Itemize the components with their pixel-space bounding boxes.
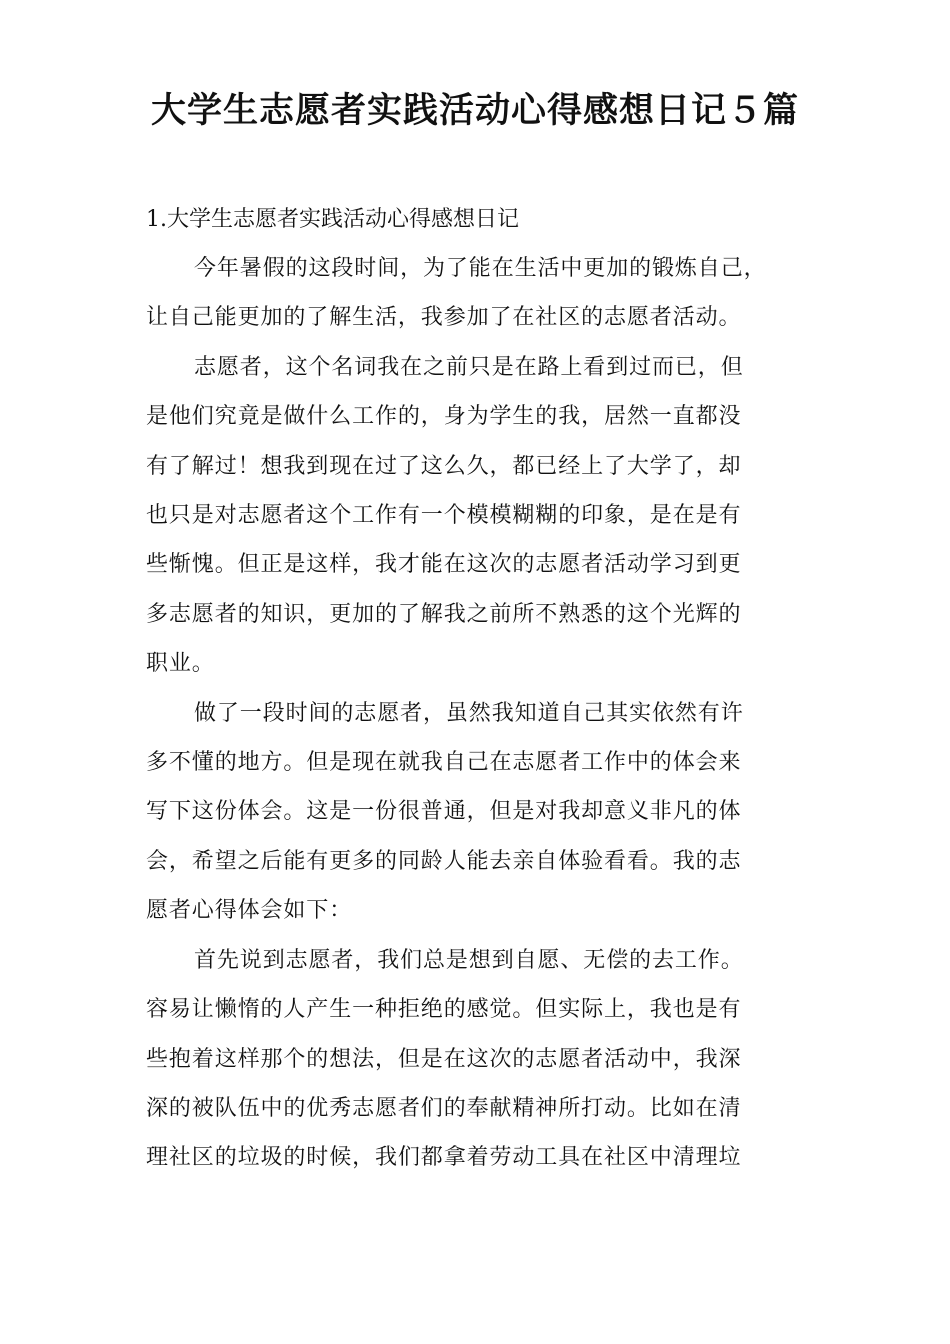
section-heading: 1.大学生志愿者实践活动心得感想日记 — [146, 207, 519, 232]
text-line: 多不懂的地方。但是现在就我自己在志愿者工作中的体会来 — [146, 750, 742, 776]
paragraph-4 — [146, 936, 812, 1183]
text-line: 让自己能更加的了解生活，我参加了在社区的志愿者活动。 — [146, 305, 742, 331]
text-line: 些抱着这样那个的想法，但是在这次的志愿者活动中，我深 — [146, 1046, 742, 1072]
text-line: 今年暑假的这段时间，为了能在生活中更加的锻炼自己， — [194, 256, 767, 281]
text-line: 写下这份体会。这是一份很普通，但是对我却意义非凡的体 — [146, 799, 742, 825]
document-title: 大学生志愿者实践活动心得感想日记５篇 — [150, 90, 799, 131]
text-line: 志愿者，这个名词我在之前只是在路上看到过而已，但 — [194, 354, 744, 380]
text-line: 首先说到志愿者，我们总是想到自愿、无偿的去工作。 — [194, 947, 744, 973]
text-line: 愿者心得体会如下： — [146, 898, 353, 924]
paragraph-1 — [146, 244, 812, 343]
text-line: 些惭愧。但正是这样，我才能在这次的志愿者活动学习到更 — [146, 552, 742, 578]
text-line: 有了解过！想我到现在过了这么久，都已经上了大学了，却 — [146, 453, 742, 479]
text-line: 深的被队伍中的优秀志愿者们的奉献精神所打动。比如在清 — [146, 1095, 742, 1121]
paragraph-3 — [146, 689, 812, 936]
text-line: 也只是对志愿者这个工作有一个模模糊糊的印象，是在是有 — [146, 503, 742, 529]
paragraph-2 — [146, 343, 812, 689]
text-line: 做了一段时间的志愿者，虽然我知道自己其实依然有许 — [194, 700, 744, 726]
text-line: 职业。 — [146, 651, 215, 677]
text-line: 理社区的垃圾的时候，我们都拿着劳动工具在社区中清理垃 — [146, 1145, 742, 1171]
text-line: 会，希望之后能有更多的同龄人能去亲自体验看看。我的志 — [146, 848, 742, 874]
text-line: 容易让懒惰的人产生一种拒绝的感觉。但实际上，我也是有 — [146, 997, 742, 1023]
text-line: 多志愿者的知识，更加的了解我之前所不熟悉的这个光辉的 — [146, 601, 742, 627]
document-body — [146, 195, 812, 1183]
text-line: 是他们究竟是做什么工作的，身为学生的我，居然一直都没 — [146, 404, 742, 430]
